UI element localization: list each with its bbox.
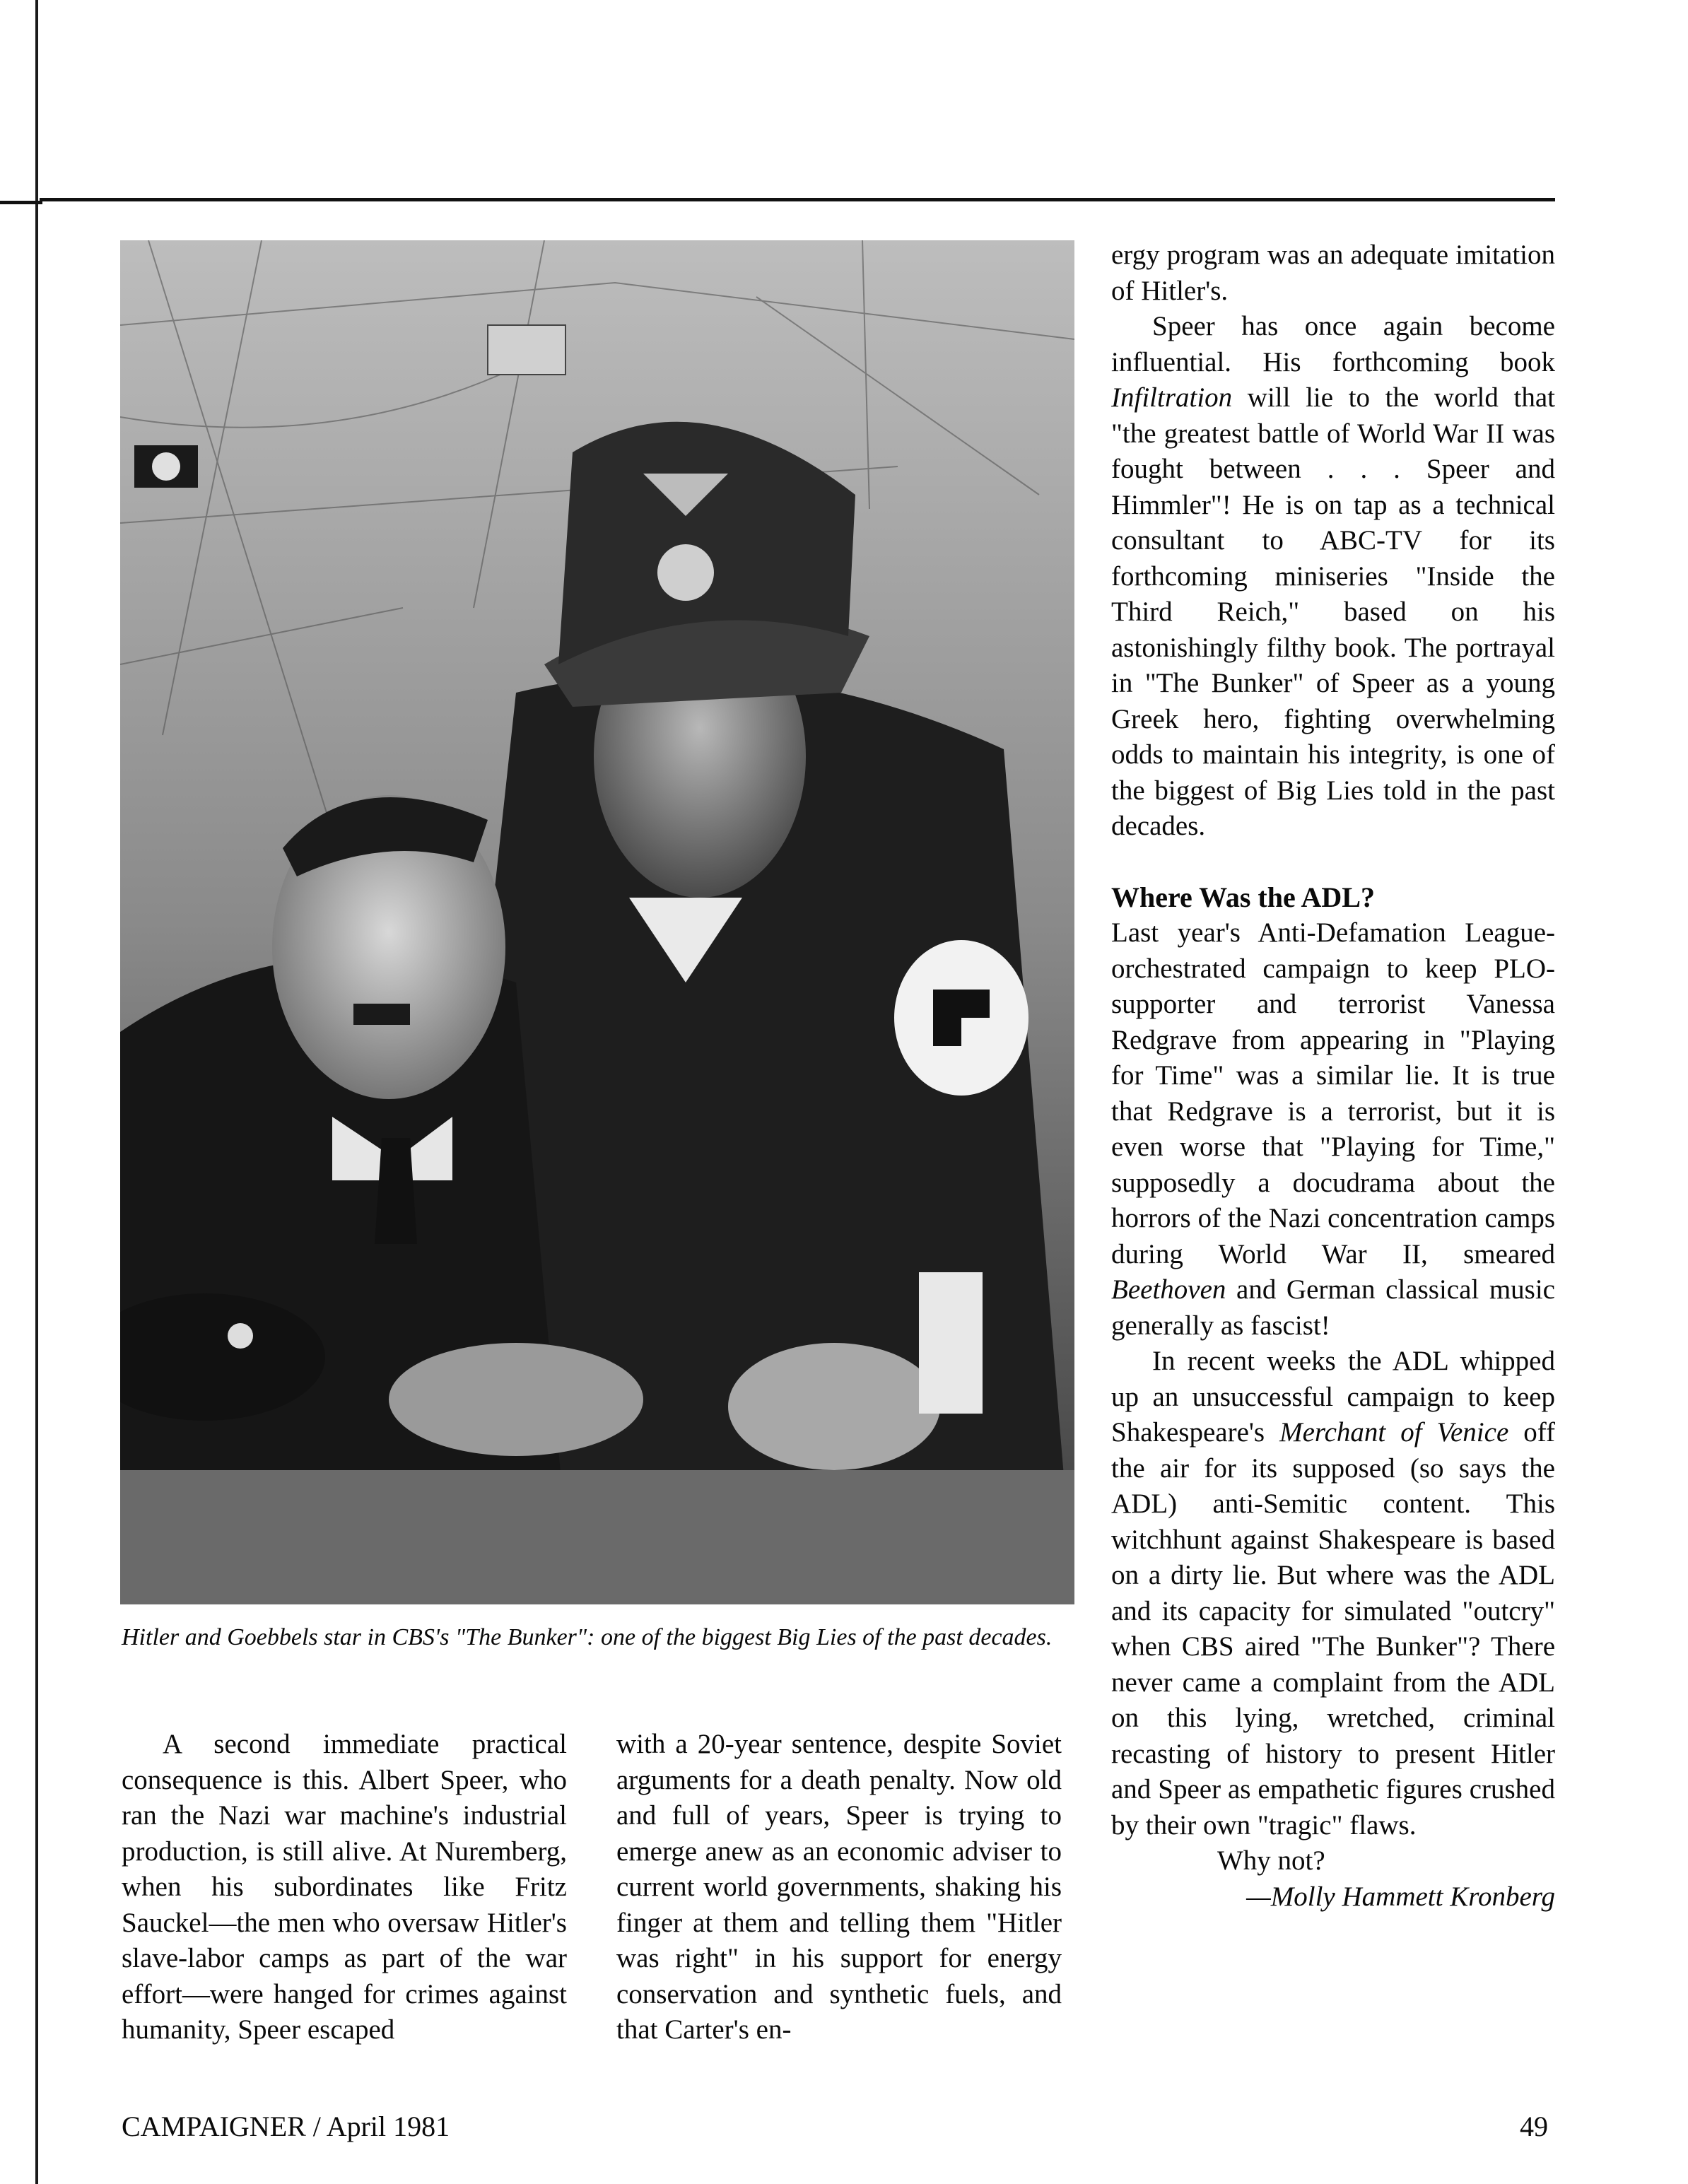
- text-run: off the air for its supposed (so says the ADL) anti-Semitic content. This witchhunt against Shakespeare is based on a dirty lie. But where was the ADL and its capacity for simulated "outcry" when CBS aired "The Bunker"? There never came a complaint from the ADL on this lying, wretched, criminal recasting of history to present Hitler and Speer as empathetic figures crushed by their own "tragic" flaws.: [1111, 1417, 1556, 1840]
- body-paragraph: [1111, 915, 1555, 1344]
- text-run: Speer has once again become influential. His forthcoming book: [1111, 311, 1555, 377]
- body-paragraph: ergy program was an adequate imitation of Hitler's.: [1111, 240, 1555, 306]
- text-column-2: [616, 1727, 1062, 2048]
- section-heading: Where Was the ADL?: [1111, 881, 1375, 913]
- text-run: Last year's Anti-Defamation League-orchestrated campaign to keep PLO-supporter and terrorist Vanessa Redgrave from appearing in "Playing for Time" was a similar lie. It is true that Redgrave is a terrorist, but it is even worse that "Playing for Time," supposedly a docudrama about the horrors of the Nazi concentration camps during World War II, smeared: [1111, 917, 1555, 1269]
- text-run: will lie to the world that "the greatest battle of World War II was fought between . . . Speer and Himmler"! He is on tap as a technical consultant to ABC-TV for its forthcoming miniseries "Inside the Third Reich," based on his astonishingly filthy book. The portrayal in "The Bunker" of Speer as a young Greek hero, fighting overwhelming odds to maintain his integrity, is one of the biggest of Big Lies told in the past decades.: [1111, 382, 1555, 841]
- closing-line: Why not?: [1217, 1845, 1325, 1876]
- article-photo: [120, 240, 1074, 1604]
- text-run: In recent weeks the ADL whipped up an unsuccessful campaign to keep Shakespeare's: [1111, 1346, 1555, 1448]
- page-binding-edge: [35, 0, 38, 2184]
- page-number: 49: [1520, 2110, 1548, 2142]
- publication-footer: CAMPAIGNER / April 1981: [122, 2110, 450, 2142]
- text-run: and German classical music generally as fascist!: [1111, 1274, 1555, 1341]
- body-paragraph: [1111, 1344, 1555, 1843]
- body-paragraph: with a 20-year sentence, despite Soviet arguments for a death penalty. Now old and full of years, Speer is trying to emerge anew as an economic adviser to current world governments, shaking his finger at them and telling them "Hitler was right" in his support for energy conservation and synthetic fuels, and that Carter's en-: [616, 1729, 1062, 2045]
- section-gap: [1111, 845, 1555, 880]
- body-paragraph: A second immediate practical consequence is this. Albert Speer, who ran the Nazi war machine's industrial production, is still alive. At Nuremberg, when his subordinates like Fritz Sauckel—the men who oversaw Hitler's slave-labor camps as part of the war effort—were hanged for crimes against humanity, Speer escaped: [122, 1729, 567, 2045]
- photo-caption: Hitler and Goebbels star in CBS's "The Bunker": one of the biggest Big Lies of the past decades.: [122, 1624, 1053, 1650]
- text-column-1: [122, 1727, 567, 2048]
- body-paragraph: [1111, 309, 1555, 845]
- margin-tick: [0, 201, 42, 204]
- text-column-3: [1111, 237, 1555, 1915]
- photo-illustration: [120, 240, 1074, 1604]
- header-rule: [40, 198, 1555, 201]
- author-byline: —Molly Hammett Kronberg: [1246, 1881, 1555, 1912]
- italic-term: Beethoven: [1111, 1274, 1226, 1305]
- book-title: Infiltration: [1111, 382, 1233, 413]
- play-title: Merchant of Venice: [1279, 1417, 1509, 1448]
